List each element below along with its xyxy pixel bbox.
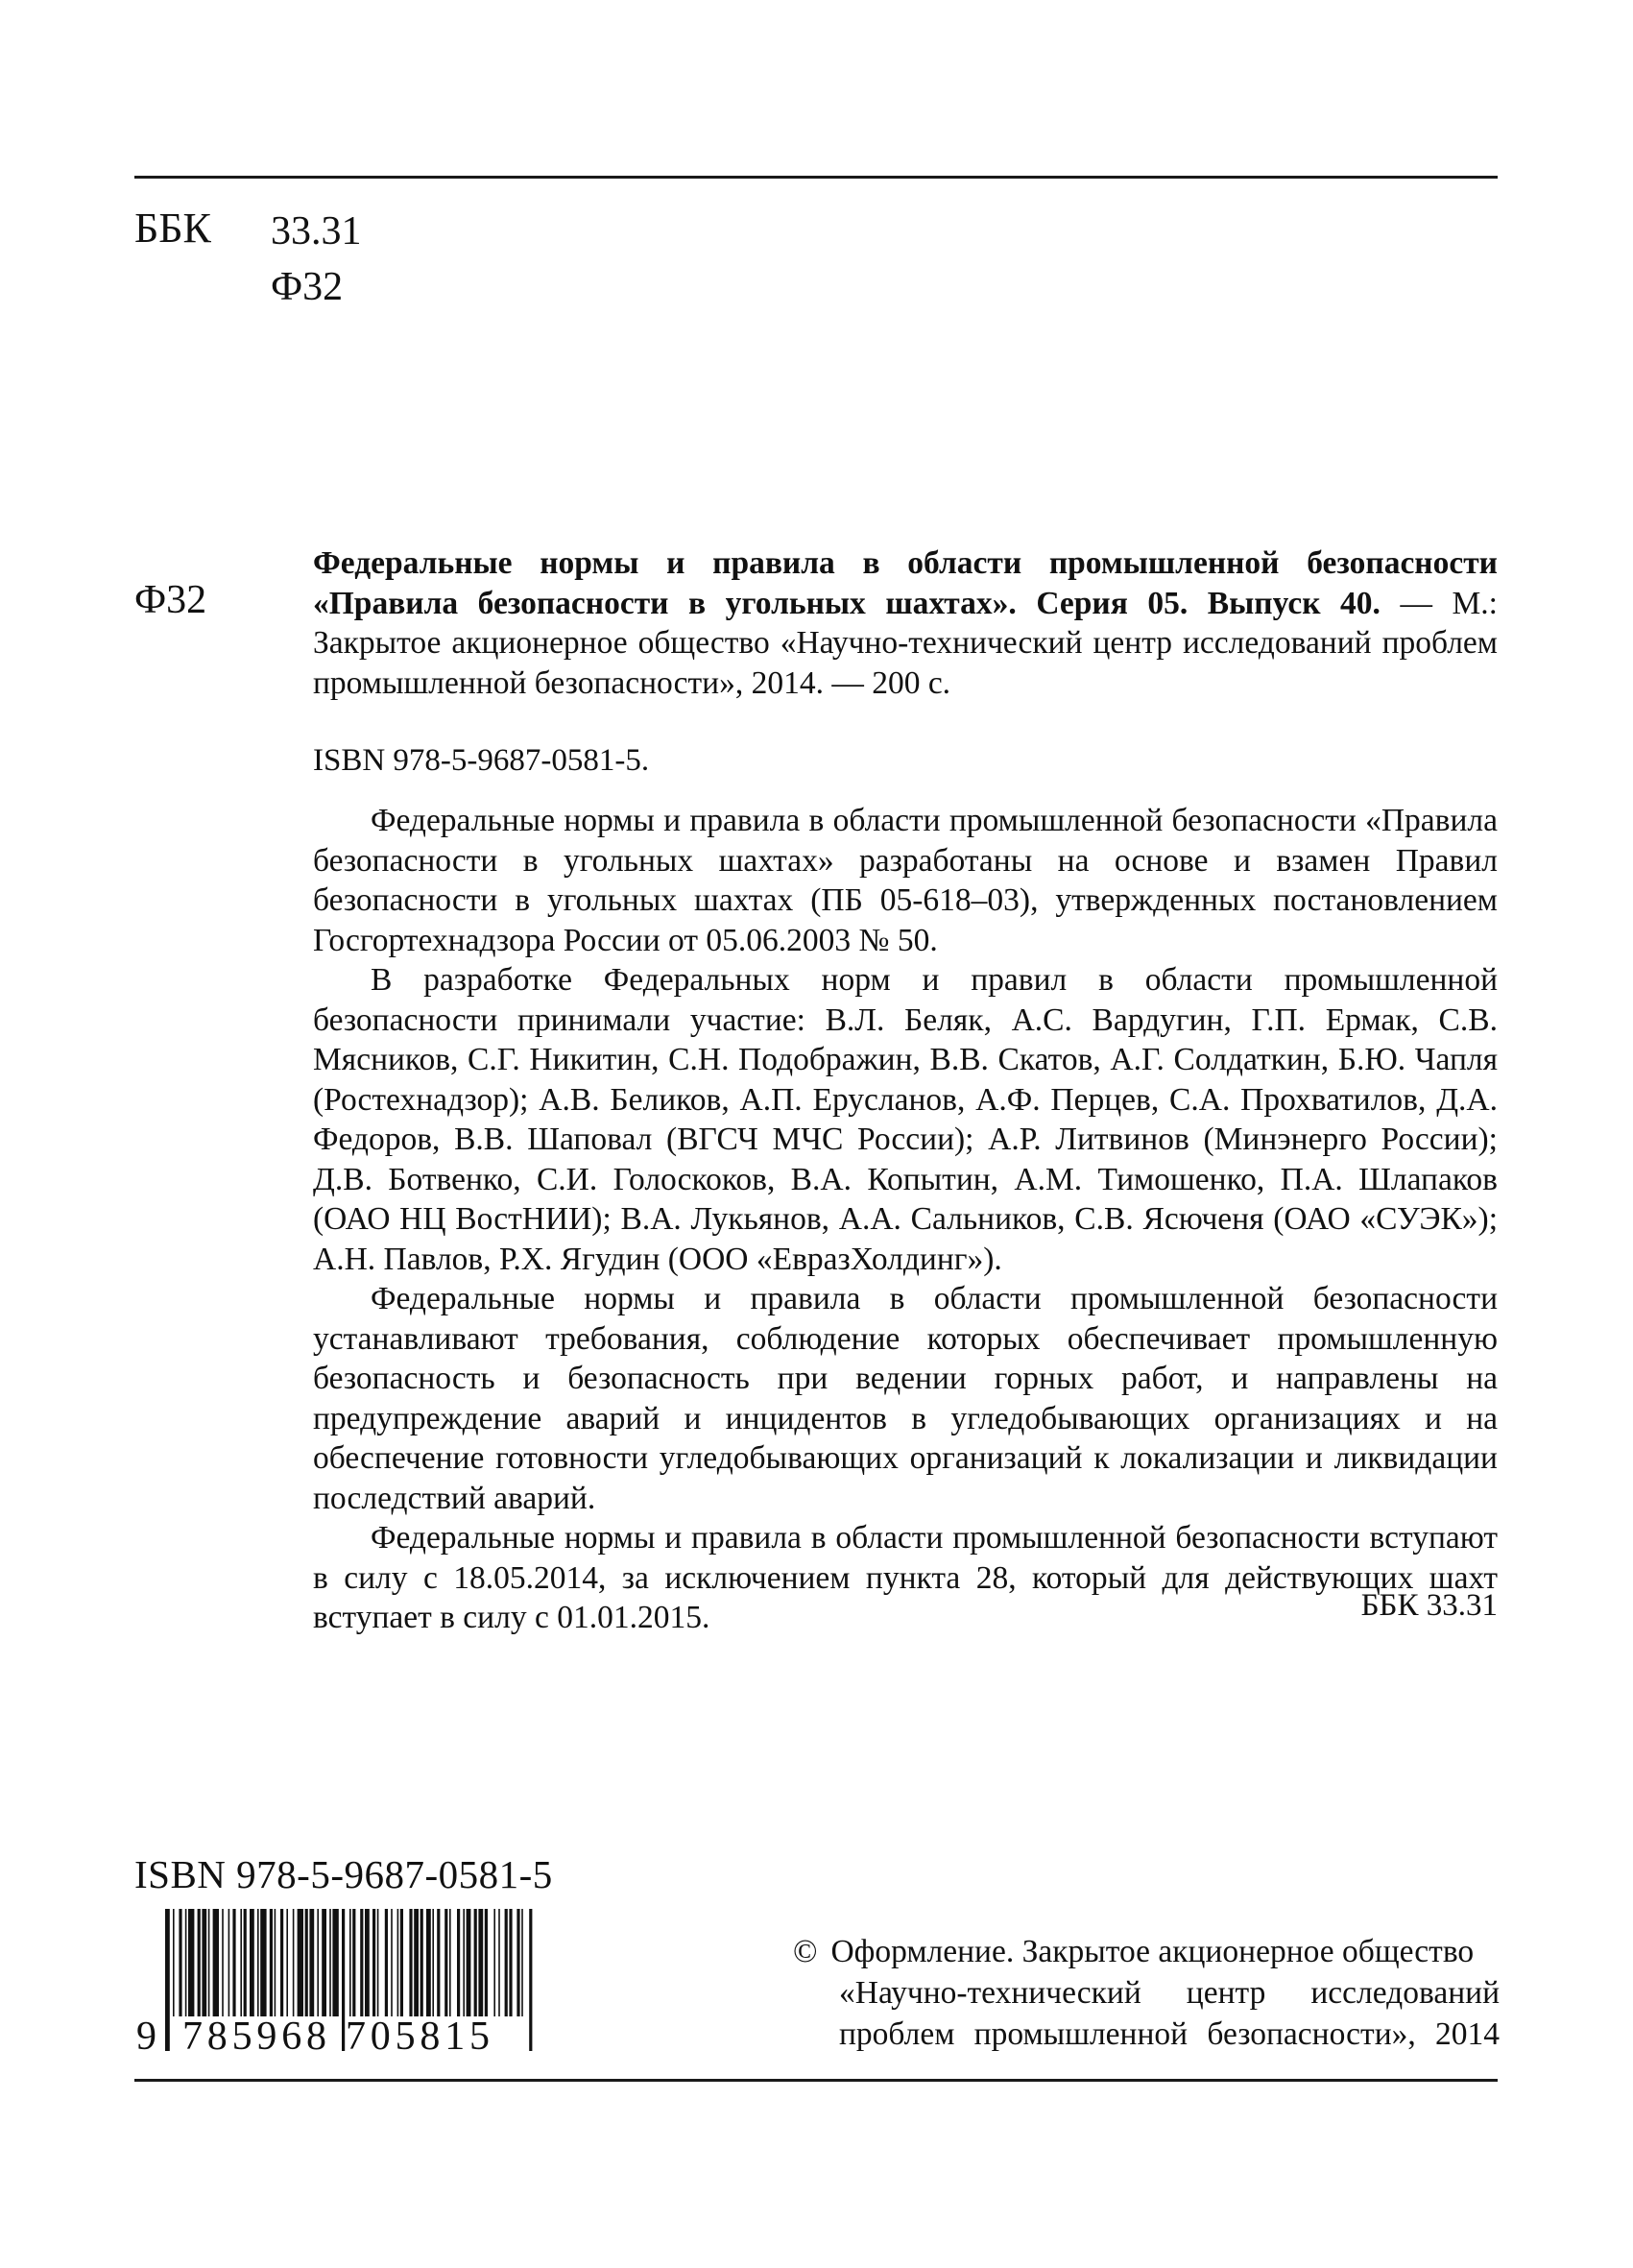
barcode-bar (426, 1909, 431, 2016)
barcode-bar (202, 1909, 206, 2016)
barcode-digit-lead: 9 (136, 2015, 156, 2053)
isbn-barcode (134, 1909, 540, 2053)
barcode-bar (365, 1909, 370, 2016)
copyright-notice (793, 1931, 1500, 2055)
barcode-bar (444, 1909, 447, 2016)
barcode-bar (280, 1909, 283, 2016)
barcode-bar (275, 1909, 276, 2016)
barcode-bar (485, 1909, 488, 2016)
annotation-paragraph-4: Федеральные нормы и правила в области промышленной безопасности вступают в силу с 18.05.2014, за исключением пункта 28, который для действующих шахт вступает в силу с 01.01.2015. (313, 1520, 1498, 1635)
barcode-bar (449, 1909, 451, 2016)
bbk-code (271, 204, 362, 315)
barcode-bar (342, 1909, 345, 2051)
barcode-bar (185, 1909, 187, 2016)
barcode-bar (432, 1909, 434, 2016)
bbk-code-number: 33.31 (271, 209, 362, 253)
barcode-bar (474, 1909, 477, 2016)
barcode-digits-right: 705815 (346, 2015, 490, 2053)
barcode-bar (349, 1909, 351, 2016)
barcode-bar (240, 1909, 242, 2016)
bibliographic-description (313, 543, 1498, 703)
copyright-line-1-text: Оформление. Закрытое акционерное общество (830, 1934, 1475, 1969)
barcode-bar (228, 1909, 230, 2016)
bbk-label: ББК (134, 205, 211, 252)
barcode-bar (385, 1909, 388, 2016)
barcode-bar (414, 1909, 419, 2016)
barcode-bar (391, 1909, 393, 2016)
barcode-bar (420, 1909, 423, 2016)
barcode-bar (409, 1909, 412, 2016)
barcode-bar (329, 1909, 331, 2016)
barcode-digits-left: 785968 (182, 2015, 326, 2053)
barcode-bar (493, 1909, 495, 2016)
barcode-bar (377, 1909, 379, 2016)
barcode-bar (270, 1909, 273, 2016)
bottom-rule (134, 2079, 1498, 2082)
copyright-line-1 (793, 1931, 1500, 1972)
barcode-bar (179, 1909, 181, 2016)
barcode-bar (232, 1909, 235, 2016)
bibliographic-title: Федеральные нормы и правила в области промышленной безопасности «Правила безопасности в угольных шахтах». Серия 05. Выпуск 40. (313, 545, 1498, 621)
author-sign: Ф32 (134, 578, 207, 622)
barcode-bar (352, 1909, 355, 2016)
copyright-symbol: © (793, 1934, 818, 1969)
copyright-line-2: «Научно-технический центр исследований (839, 1975, 1500, 2011)
barcode-bar (250, 1909, 254, 2016)
barcode-bar (257, 1909, 259, 2016)
barcode-bar (457, 1909, 460, 2016)
barcode-bar (463, 1909, 465, 2016)
barcode-bar (244, 1909, 247, 2016)
annotation-paragraph-3: Федеральные нормы и правила в области промышленной безопасности устанавливают требования, соблюдение которых обеспечивает промышленную безопасность и безопасность при ведении горных работ, и направлены на предупреждение аварий и инцидентов в угледобывающих организациях и на обеспечение готовности угледобывающих организаций к локализации и ликвидации последствий аварий. (313, 1281, 1498, 1516)
barcode-bar (165, 1909, 170, 2051)
barcode-bar (400, 1909, 403, 2016)
barcode-bar (397, 1909, 399, 2016)
barcode-bar (309, 1909, 314, 2016)
barcode-bar (372, 1909, 375, 2016)
isbn-line: ISBN 978-5-9687-0581-5. (313, 743, 650, 778)
isbn-barcode-label: ISBN 978-5-9687-0581-5 (134, 1852, 553, 1896)
barcode-bar (188, 1909, 194, 2016)
barcode-bar (213, 1909, 219, 2016)
bbk-author-code: Ф32 (271, 265, 344, 309)
barcode-bar (317, 1909, 319, 2016)
bibliographic-imprint: — М.: Закрытое акционерное общество «Научно-технический центр исследований проблем промышленной безопасности», 2014. — 200 с. (313, 585, 1498, 701)
top-rule (134, 176, 1498, 179)
annotation-paragraph-1: Федеральные нормы и правила в области промышленной безопасности «Правила безопасности в угольных шахтах» разработаны на основе и взамен Правил безопасности в угольных шахтах (ПБ 05-618–03), утвержденных постановлением Госгортехнадзора России от 05.06.2003 № 50. (313, 803, 1498, 958)
copyright-line-3: проблем промышленной безопасности», 2014 (839, 2016, 1500, 2052)
barcode-bar (305, 1909, 308, 2016)
barcode-bar (293, 1909, 295, 2016)
barcode-bar (505, 1909, 508, 2016)
barcode-bar (498, 1909, 500, 2016)
barcode-bar (437, 1909, 440, 2016)
barcode-bar (360, 1909, 363, 2016)
barcode-bar (467, 1909, 471, 2016)
barcode-bar (516, 1909, 519, 2016)
barcode-bar (509, 1909, 512, 2016)
barcode-bar (260, 1909, 266, 2016)
barcode-bar (298, 1909, 303, 2016)
annotation-paragraph-2: В разработке Федеральных норм и правил в области промышленной безопасности принимали участие: В.Л. Беляк, А.С. Вардугин, Г.П. Ермак, С.В. Мясников, С.Г. Никитин, С.Н. Подображин, В.В. Скатов, А.Г. Солдаткин, Б.Ю. Чапля (Ростехнадзор); А.В. Беликов, А.П. Ерусланов, А.Ф. Перцев, С.А. Прохватилов, Д.А. Федоров, В.В. Шаповал (ВГСЧ МЧС России); А.Р. Литвинов (Минэнерго России); Д.В. Ботвенко, С.И. Голоскоков, В.А. Копытин, А.М. Тимошенко, П.А. Шлапаков (ОАО НЦ ВостНИИ); В.А. Лукьянов, А.А. Сальников, С.В. Ясюченя (ОАО «СУЭК»); А.Н. Павлов, Р.Х. Ягудин (ООО «ЕвразХолдинг»). (313, 962, 1498, 1277)
barcode-bar (332, 1909, 338, 2016)
barcode-bar (521, 1909, 523, 2016)
bbk-bottom: ББК 33.31 (1360, 1588, 1498, 1623)
annotation (313, 801, 1498, 1638)
barcode-bar (478, 1909, 483, 2016)
barcode-bar (208, 1909, 210, 2016)
barcode-bar (222, 1909, 224, 2016)
barcode-bar (286, 1909, 288, 2016)
barcode-bar (529, 1909, 532, 2051)
barcode-bar (173, 1909, 175, 2016)
barcode-bar (198, 1909, 201, 2016)
barcode-bar (322, 1909, 326, 2016)
